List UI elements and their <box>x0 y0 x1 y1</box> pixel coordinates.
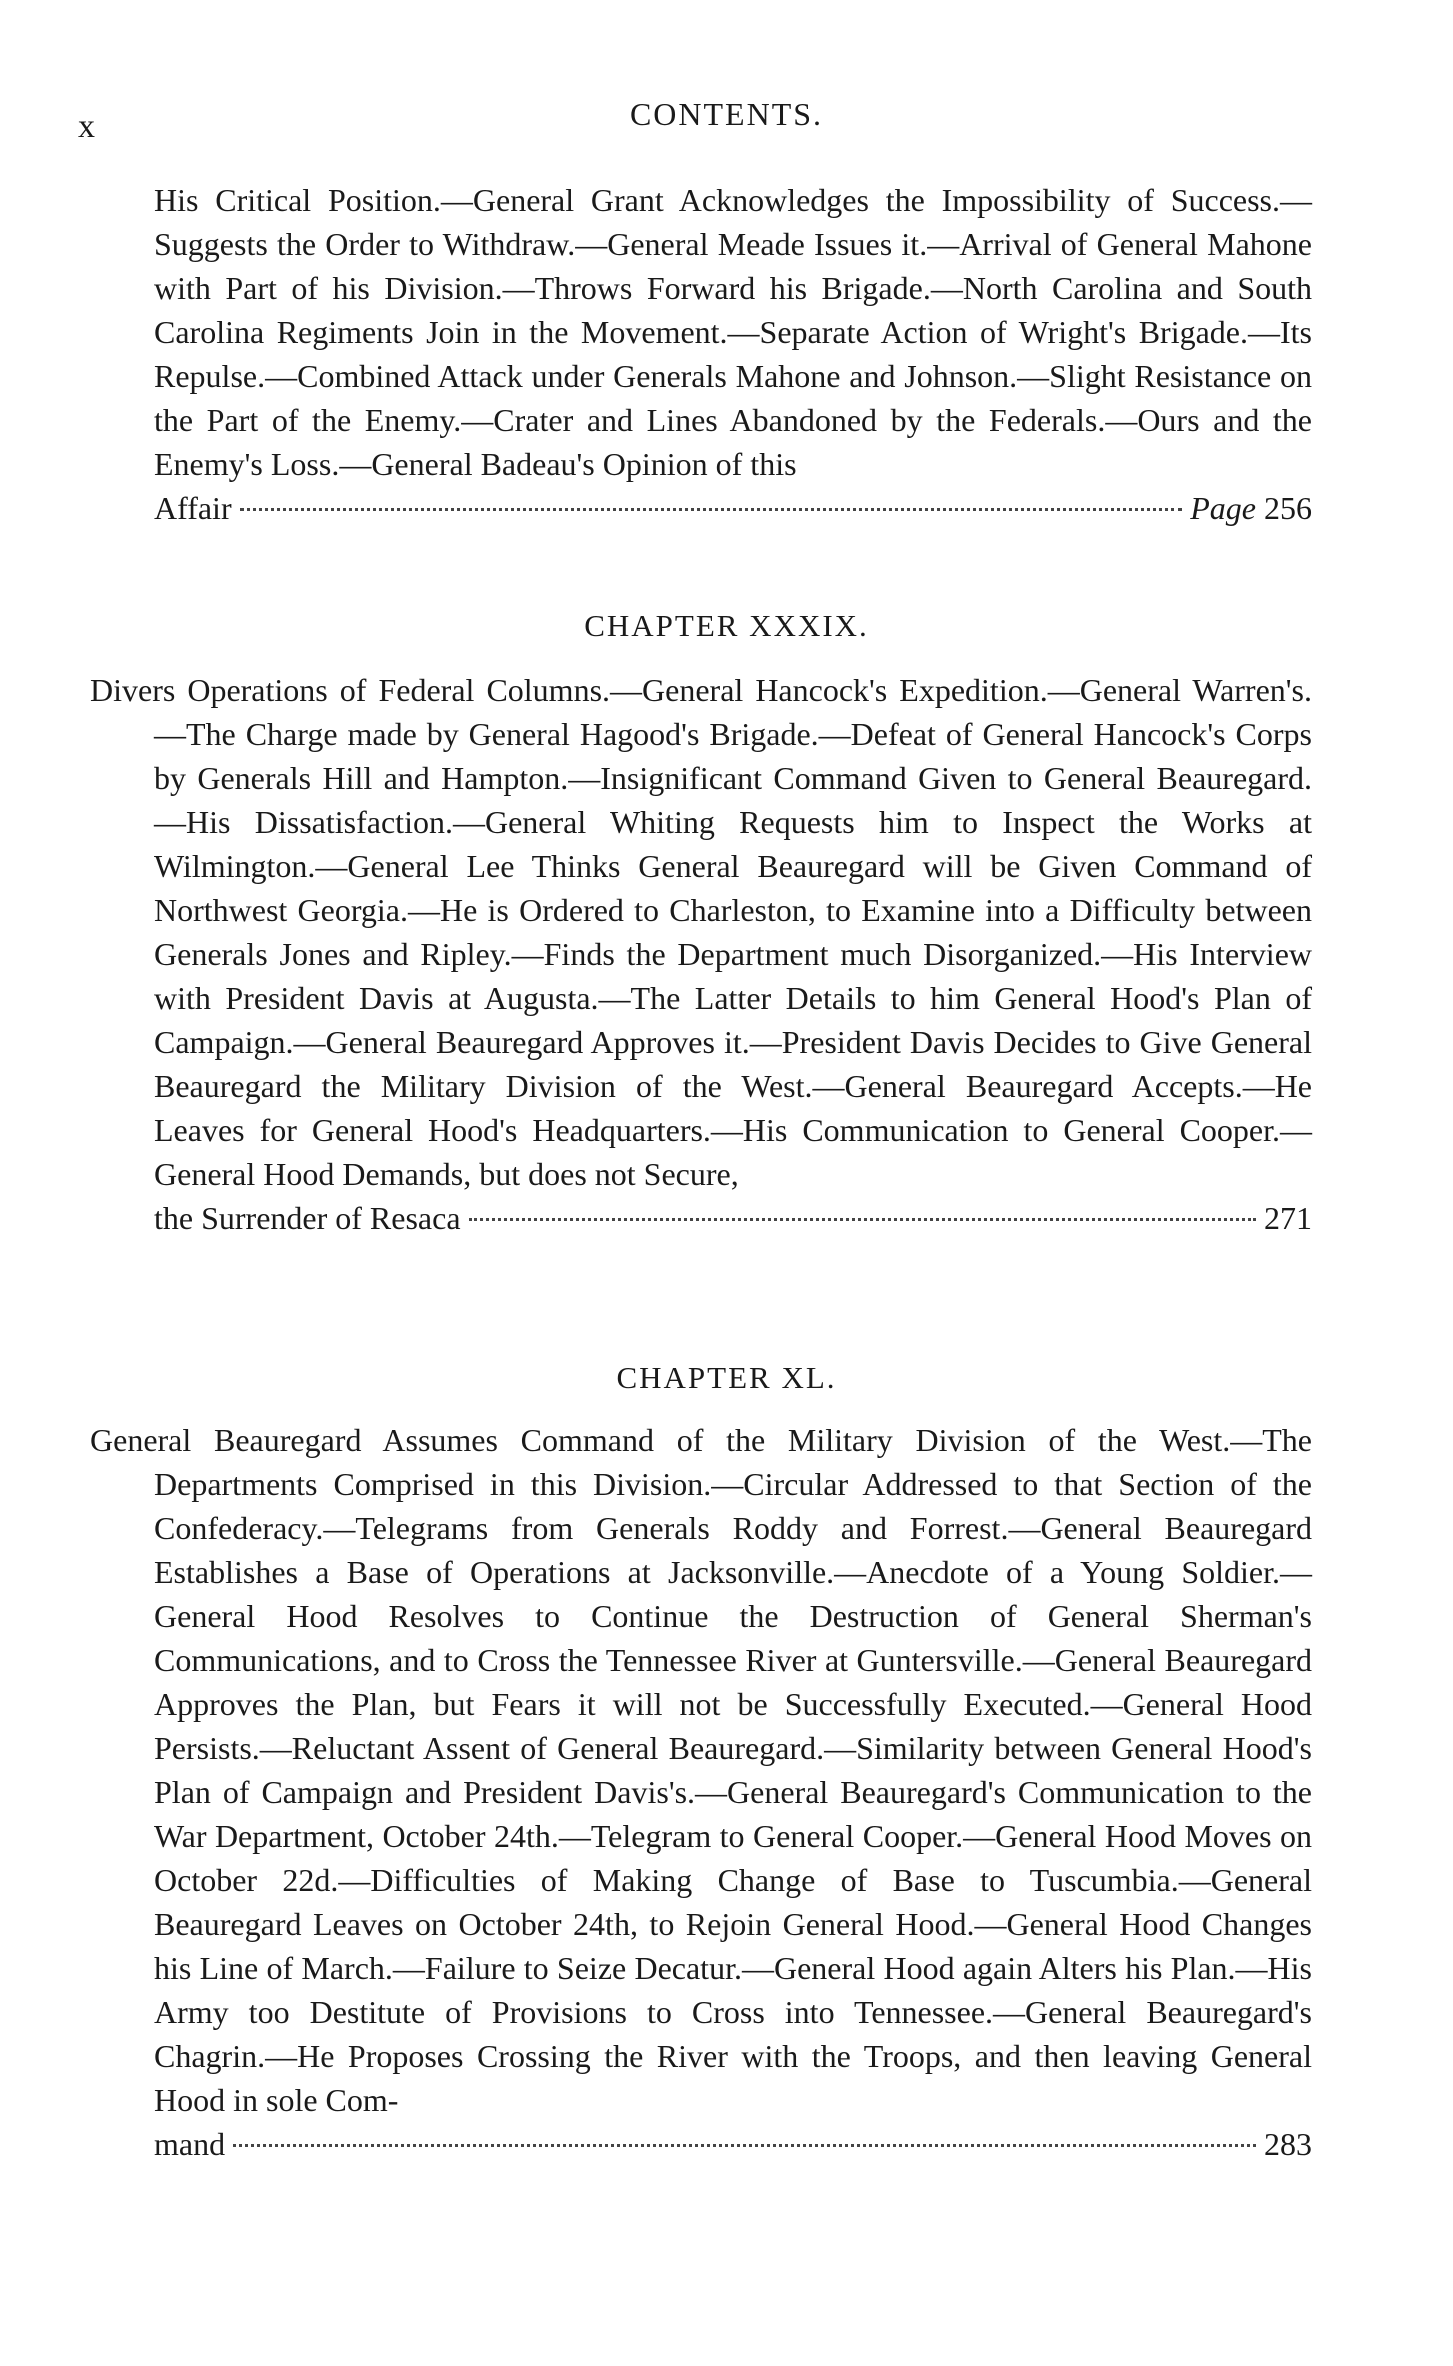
entry-text: General Beauregard Assumes Command of the Military Division of the West.—The Departments Comprised in this Division.—Circular Addressed to that Section of the Confederacy.—Telegrams from Generals Roddy and Forrest.—General Beauregard Establishes a Base of Operations at Jacksonville.—Anecdote of a Young Soldier.—General Hood Resolves to Continue the Destruction of General Sherman's Communications, and to Cross the Tennessee River at Guntersville.—General Beauregard Approves the Plan, but Fears it will not be Successfully Executed.—General Hood Persists.—Reluctant Assent of General Beauregard.—Similarity between General Hood's Plan of Campaign and President Davis's.—General Beauregard's Communication to the War Department, October 24th.—Telegram to General Cooper.—General Hood Moves on October 22d.—Difficulties of Making Change of Base to Tuscumbia.—General Beauregard Leaves on October 24th, to Rejoin General Hood.—General Hood Changes his Line of March.—Failure to Seize Decatur.—General Hood again Alters his Plan.—His Army too Destitute of Provisions to Cross into Tennessee.—General Beauregard's Chagrin.—He Proposes Crossing the River with the Troops, and then leaving General Hood in sole Com- <box>90 1422 1312 2118</box>
chapter-heading: CHAPTER XXXIX. <box>584 608 869 643</box>
entry-last-words: mand <box>154 2126 226 2162</box>
running-head: CONTENTS. <box>629 96 824 132</box>
entry-tail <box>154 486 1312 530</box>
dot-leader <box>233 2144 1256 2147</box>
entry-tail <box>154 1196 1312 1240</box>
entry-text: Divers Operations of Federal Columns.—General Hancock's Expedition.—General Warren's.—The Charge made by General Hagood's Brigade.—Defeat of General Hancock's Corps by Generals Hill and Hampton.—Insignificant Command Given to General Beauregard.—His Dissatisfaction.—General Whiting Requests him to Inspect the Works at Wilmington.—General Lee Thinks General Beauregard will be Given Command of Northwest Georgia.—He is Ordered to Charleston, to Examine into a Difficulty between Generals Jones and Ripley.—Finds the Department much Disorganized.—His Interview with President Davis at Augusta.—The Latter Details to him General Hood's Plan of Campaign.—General Beauregard Approves it.—President Davis Decides to Give General Beauregard the Military Division of the West.—General Beauregard Accepts.—He Leaves for General Hood's Headquarters.—His Communication to General Cooper.—General Hood Demands, but does not Secure, <box>90 672 1312 1192</box>
page-number: 271 <box>1264 1200 1312 1236</box>
dot-leader <box>469 1218 1256 1221</box>
entry-tail <box>154 2122 1312 2166</box>
page-number: 283 <box>1264 2126 1312 2162</box>
contents-entry <box>90 1418 1312 2166</box>
page-number: 256 <box>1264 490 1312 526</box>
entry-last-words: the Surrender of Resaca <box>154 1200 461 1236</box>
contents-entry-continued <box>90 178 1312 530</box>
entry-last-words: Affair <box>154 490 232 526</box>
chapter-heading: CHAPTER XL. <box>616 1360 837 1395</box>
dot-leader <box>240 508 1183 511</box>
page-folio: x <box>78 108 95 145</box>
entry-text: His Critical Position.—General Grant Acknowledges the Impossibility of Success.—Suggests the Order to Withdraw.—General Meade Issues it.—Arrival of General Mahone with Part of his Division.—Throws Forward his Brigade.—North Carolina and South Carolina Regiments Join in the Movement.—Separate Action of Wright's Brigade.—Its Repulse.—Combined Attack under Generals Mahone and Johnson.—Slight Resistance on the Part of the Enemy.—Crater and Lines Abandoned by the Federals.—Ours and the Enemy's Loss.—General Badeau's Opinion of this <box>154 182 1312 482</box>
page-word: Page <box>1190 490 1256 526</box>
contents-entry <box>90 668 1312 1240</box>
